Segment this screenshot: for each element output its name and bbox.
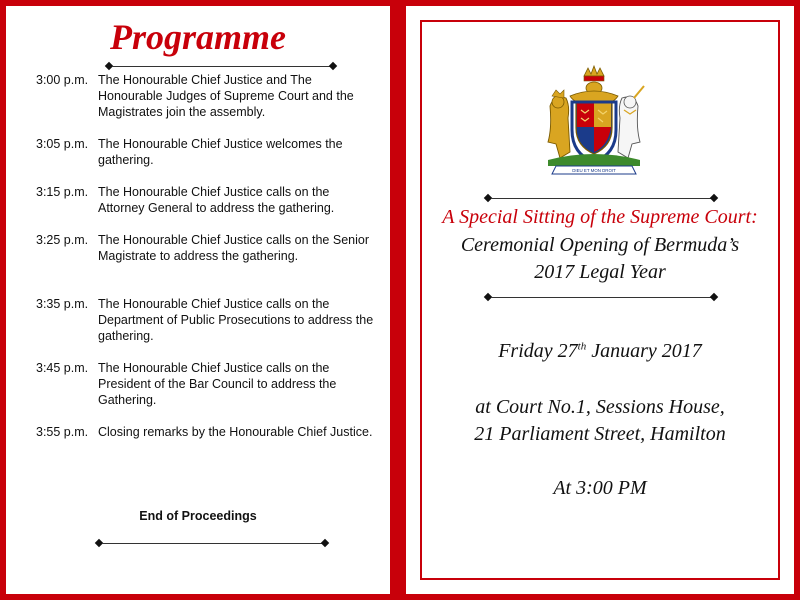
programme-item-text: The Honourable Chief Justice calls on the President of the Bar Council to address the Gathering. <box>98 361 337 407</box>
programme-item-time: 3:15 p.m. <box>36 185 89 199</box>
programme-panel <box>6 6 390 594</box>
title-divider <box>106 62 336 72</box>
event-date-suffix: th <box>577 340 587 353</box>
heading-divider <box>485 293 717 303</box>
programme-title: Programme <box>110 17 286 57</box>
cover-heading-line2: Ceremonial Opening of Bermuda’s <box>460 234 740 256</box>
venue-line1: at Court No.1, Sessions House, <box>475 396 725 418</box>
cover-heading-line3: 2017 Legal Year <box>534 261 666 283</box>
royal-coat-of-arms-icon <box>530 62 658 180</box>
crest-motto: DIEU ET MON DROIT <box>572 168 616 173</box>
event-date-month-year: January 2017 <box>586 340 702 362</box>
end-divider <box>96 539 328 549</box>
programme-item-time: 3:25 p.m. <box>36 233 89 247</box>
programme-item-text: The Honourable Chief Justice and The Honourable Judges of Supreme Court and the Magistrates join the assembly. <box>98 73 354 119</box>
programme-item-time: 3:45 p.m. <box>36 361 89 375</box>
programme-item-text: Closing remarks by the Honourable Chief Justice. <box>98 425 373 439</box>
programme-item-time: 3:55 p.m. <box>36 425 89 439</box>
event-date-day: Friday 27 <box>498 340 578 362</box>
venue-line2: 21 Parliament Street, Hamilton <box>474 423 726 445</box>
programme-item-text: The Honourable Chief Justice calls on the Senior Magistrate to address the gathering. <box>98 233 369 263</box>
crest-divider <box>485 194 717 204</box>
programme-item-text: The Honourable Chief Justice welcomes the gathering. <box>98 137 343 167</box>
event-time: At 3:00 PM <box>553 477 647 499</box>
programme-item-time: 3:35 p.m. <box>36 297 89 311</box>
programme-item-text: The Honourable Chief Justice calls on the Attorney General to address the gathering. <box>98 185 335 215</box>
end-of-proceedings: End of Proceedings <box>139 509 257 523</box>
programme-item-time: 3:00 p.m. <box>36 73 89 87</box>
event-date <box>406 340 794 363</box>
programme-item-time: 3:05 p.m. <box>36 137 89 151</box>
cover-heading-line1: A Special Sitting of the Supreme Court: <box>442 206 758 228</box>
programme-item-text: The Honourable Chief Justice calls on the Department of Public Prosecutions to address the gathering. <box>98 297 374 343</box>
